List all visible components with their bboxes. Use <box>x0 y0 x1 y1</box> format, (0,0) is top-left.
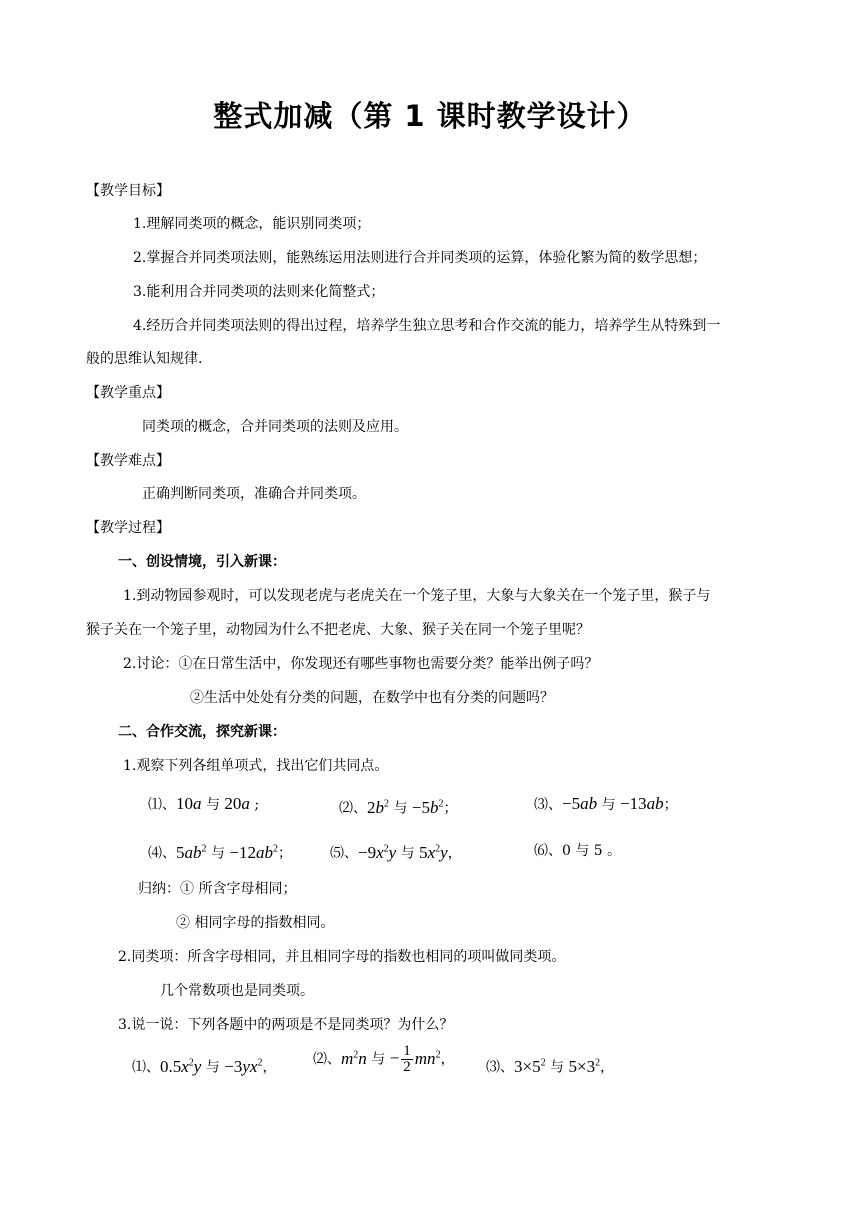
summary-2: ② 相同字母的指数相同。 <box>176 915 335 931</box>
discuss-text: 3.说一说：下列各题中的两项是不是同类项？为什么？ <box>118 1017 454 1033</box>
goal-4-cont: 般的思维认知规律. <box>86 351 203 367</box>
key-text: 同类项的概念，合并同类项的法则及应用。 <box>142 419 408 435</box>
observe-text: 1.观察下列各组单项式，找出它们共同点。 <box>123 758 389 774</box>
part1-title: 一、创设情境，引入新课： <box>118 554 286 570</box>
goal-2: 2.掌握合并同类项法则，能熟练运用法则进行合并同类项的运算，体验化繁为简的数学思想； <box>133 250 707 266</box>
definition-2: 几个常数项也是同类项。 <box>160 983 314 999</box>
part1-line-2: 猴子关在一个笼子里，动物园为什么不把老虎、大象、猴子关在同一个笼子里呢？ <box>86 622 590 638</box>
group-1: ⑴、10a 与 20a ; <box>148 794 260 813</box>
part1-line-3: 2.讨论：①在日常生活中，你发现还有哪些事物也需要分类？能举出例子吗？ <box>123 656 599 672</box>
page-title: 整式加减（第 1 课时教学设计） <box>213 99 647 133</box>
section-header-difficulty: 【教学难点】 <box>86 453 170 469</box>
definition: 2.同类项：所含字母相同，并且相同字母的指数也相同的项叫做同类项。 <box>118 949 566 965</box>
discuss-2: ⑵、$m^2n$ 与 − $\frac{1}{2}$ $mn^2$， <box>313 1043 455 1075</box>
group-2: ⑵、$2b^2$ 与 $-5b^2$； <box>339 797 458 817</box>
section-header-key: 【教学重点】 <box>86 385 170 401</box>
group-5: ⑸、$-9x^2y$ 与 $5x^2y$， <box>330 842 462 862</box>
part1-line-4: ②生活中处处有分类的问题，在数学中也有分类的问题吗？ <box>190 690 554 706</box>
section-header-process: 【教学过程】 <box>86 520 170 536</box>
summary-1: 归纳：① 所含字母相同； <box>138 881 297 897</box>
group-4: ⑷、$5ab^2$ 与 $-12ab^2$； <box>148 842 292 862</box>
difficulty-text: 正确判断同类项，准确合并同类项。 <box>142 486 366 502</box>
goal-1: 1.理解同类项的概念，能识别同类项； <box>133 216 371 232</box>
discuss-1: ⑴、$0.5x^2y$ 与 $-3yx^2$， <box>132 1056 277 1076</box>
goal-3: 3.能利用合并同类项的法则来化简整式； <box>133 284 385 300</box>
part2-title: 二、合作交流，探究新课： <box>118 724 286 740</box>
discuss-3: ⑶、$3\times 5^2$ 与 $5\times 3^2$， <box>486 1056 615 1076</box>
section-header-goals: 【教学目标】 <box>86 183 170 199</box>
group-3: ⑶、−5ab 与 −13ab； <box>534 794 678 813</box>
part1-line-1: 1.到动物园参观时，可以发现老虎与老虎关在一个笼子里，大象与大象关在一个笼子里，猴子与 <box>123 588 711 604</box>
goal-4: 4.经历合并同类项法则的得出过程，培养学生独立思考和合作交流的能力，培养学生从特殊到一 <box>133 318 721 334</box>
fraction: $\frac{1}{2}$ <box>403 1043 411 1075</box>
group-6: ⑹、0 与 5 。 <box>534 843 622 859</box>
